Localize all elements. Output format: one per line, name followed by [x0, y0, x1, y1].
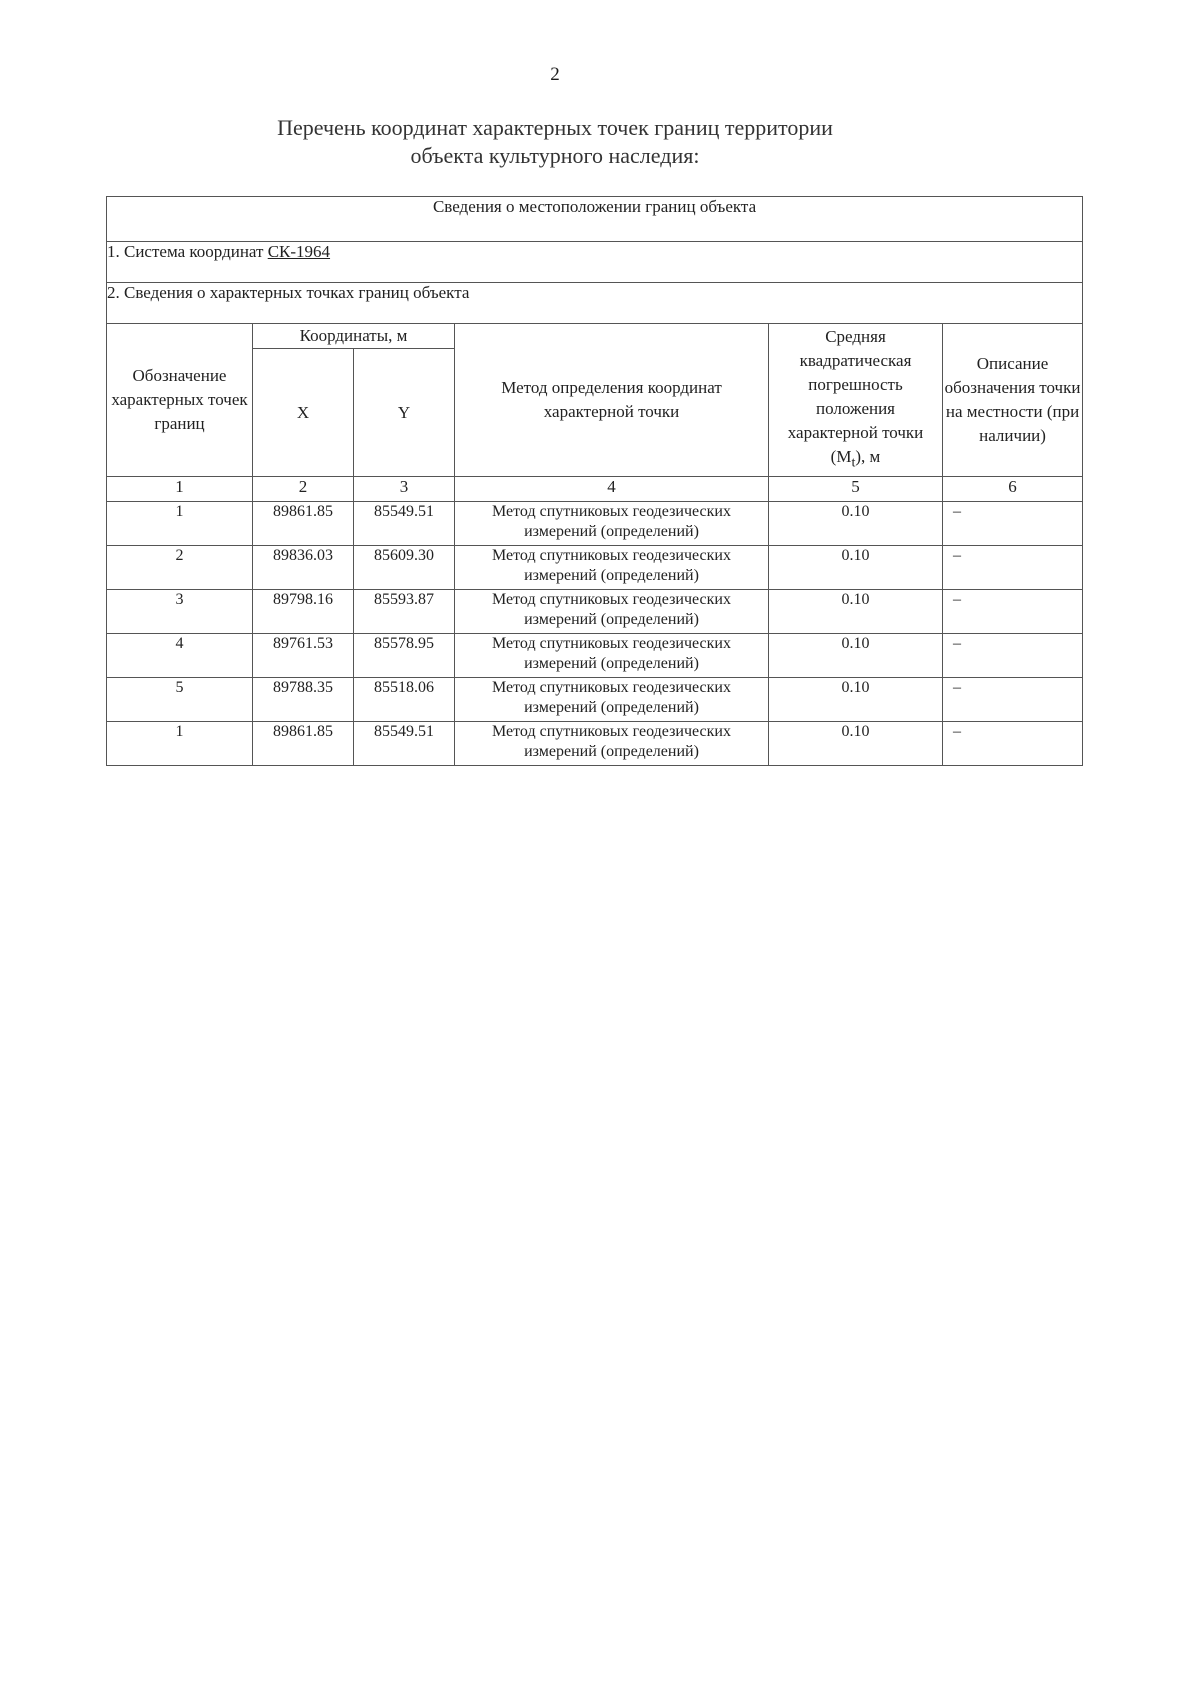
coordinate-system-name: СК-1964: [267, 242, 331, 261]
method-value: Метод спутниковых геодезических измерений (определений): [455, 634, 769, 678]
coordinates-table: [106, 196, 1083, 766]
x-value: 89861.85: [253, 502, 354, 546]
point-id: 5: [107, 678, 253, 722]
y-value: 85518.06: [354, 678, 455, 722]
method-value: Метод спутниковых геодезических измерений (определений): [455, 722, 769, 766]
error-value: 0.10: [769, 502, 943, 546]
column-number: 5: [769, 477, 943, 502]
point-id: 1: [107, 722, 253, 766]
title-line-2: объекта культурного наследия:: [410, 143, 700, 168]
description-value: –: [943, 634, 1083, 678]
description-value: –: [943, 502, 1083, 546]
header-point: Обозначение характерных точек границ: [107, 324, 253, 477]
description-value: –: [943, 546, 1083, 590]
table-row: [107, 634, 1083, 678]
error-value: 0.10: [769, 722, 943, 766]
y-value: 85549.51: [354, 502, 455, 546]
table-row: [107, 722, 1083, 766]
description-value: –: [943, 722, 1083, 766]
header-y: Y: [354, 349, 455, 477]
column-number: 6: [943, 477, 1083, 502]
column-number: 2: [253, 477, 354, 502]
coordinate-system-line: [107, 242, 1083, 283]
header-x: X: [253, 349, 354, 477]
table-row: [107, 546, 1083, 590]
y-value: 85593.87: [354, 590, 455, 634]
y-value: 85549.51: [354, 722, 455, 766]
header-coordinates: Координаты, м: [253, 324, 455, 349]
table-row: [107, 502, 1083, 546]
point-id: 3: [107, 590, 253, 634]
column-number: 3: [354, 477, 455, 502]
x-value: 89861.85: [253, 722, 354, 766]
x-value: 89788.35: [253, 678, 354, 722]
error-value: 0.10: [769, 546, 943, 590]
description-value: –: [943, 678, 1083, 722]
point-id: 2: [107, 546, 253, 590]
table-caption: Сведения о местоположении границ объекта: [107, 197, 1083, 242]
y-value: 85609.30: [354, 546, 455, 590]
header-error: Средняя квадратическая погрешность положения характерной точки $(M_t)$, м: [769, 324, 943, 477]
coordinate-system-label: 1. Система координат: [107, 242, 268, 261]
error-value: 0.10: [769, 634, 943, 678]
method-value: Метод спутниковых геодезических измерений (определений): [455, 678, 769, 722]
method-value: Метод спутниковых геодезических измерений (определений): [455, 590, 769, 634]
header-description: Описание обозначения точки на местности (при наличии): [943, 324, 1083, 477]
document-title: [0, 114, 1110, 170]
table-row: [107, 678, 1083, 722]
page-number: 2: [550, 64, 560, 85]
description-value: –: [943, 590, 1083, 634]
method-value: Метод спутниковых геодезических измерений (определений): [455, 502, 769, 546]
points-heading: 2. Сведения о характерных точках границ объекта: [107, 283, 1083, 324]
title-line-1: Перечень координат характерных точек границ территории: [277, 115, 833, 140]
x-value: 89798.16: [253, 590, 354, 634]
column-number: 4: [455, 477, 769, 502]
point-id: 1: [107, 502, 253, 546]
header-method: Метод определения координат характерной точки: [455, 324, 769, 477]
error-value: 0.10: [769, 590, 943, 634]
column-number: 1: [107, 477, 253, 502]
x-value: 89836.03: [253, 546, 354, 590]
x-value: 89761.53: [253, 634, 354, 678]
y-value: 85578.95: [354, 634, 455, 678]
point-id: 4: [107, 634, 253, 678]
table-row: [107, 590, 1083, 634]
error-value: 0.10: [769, 678, 943, 722]
method-value: Метод спутниковых геодезических измерений (определений): [455, 546, 769, 590]
